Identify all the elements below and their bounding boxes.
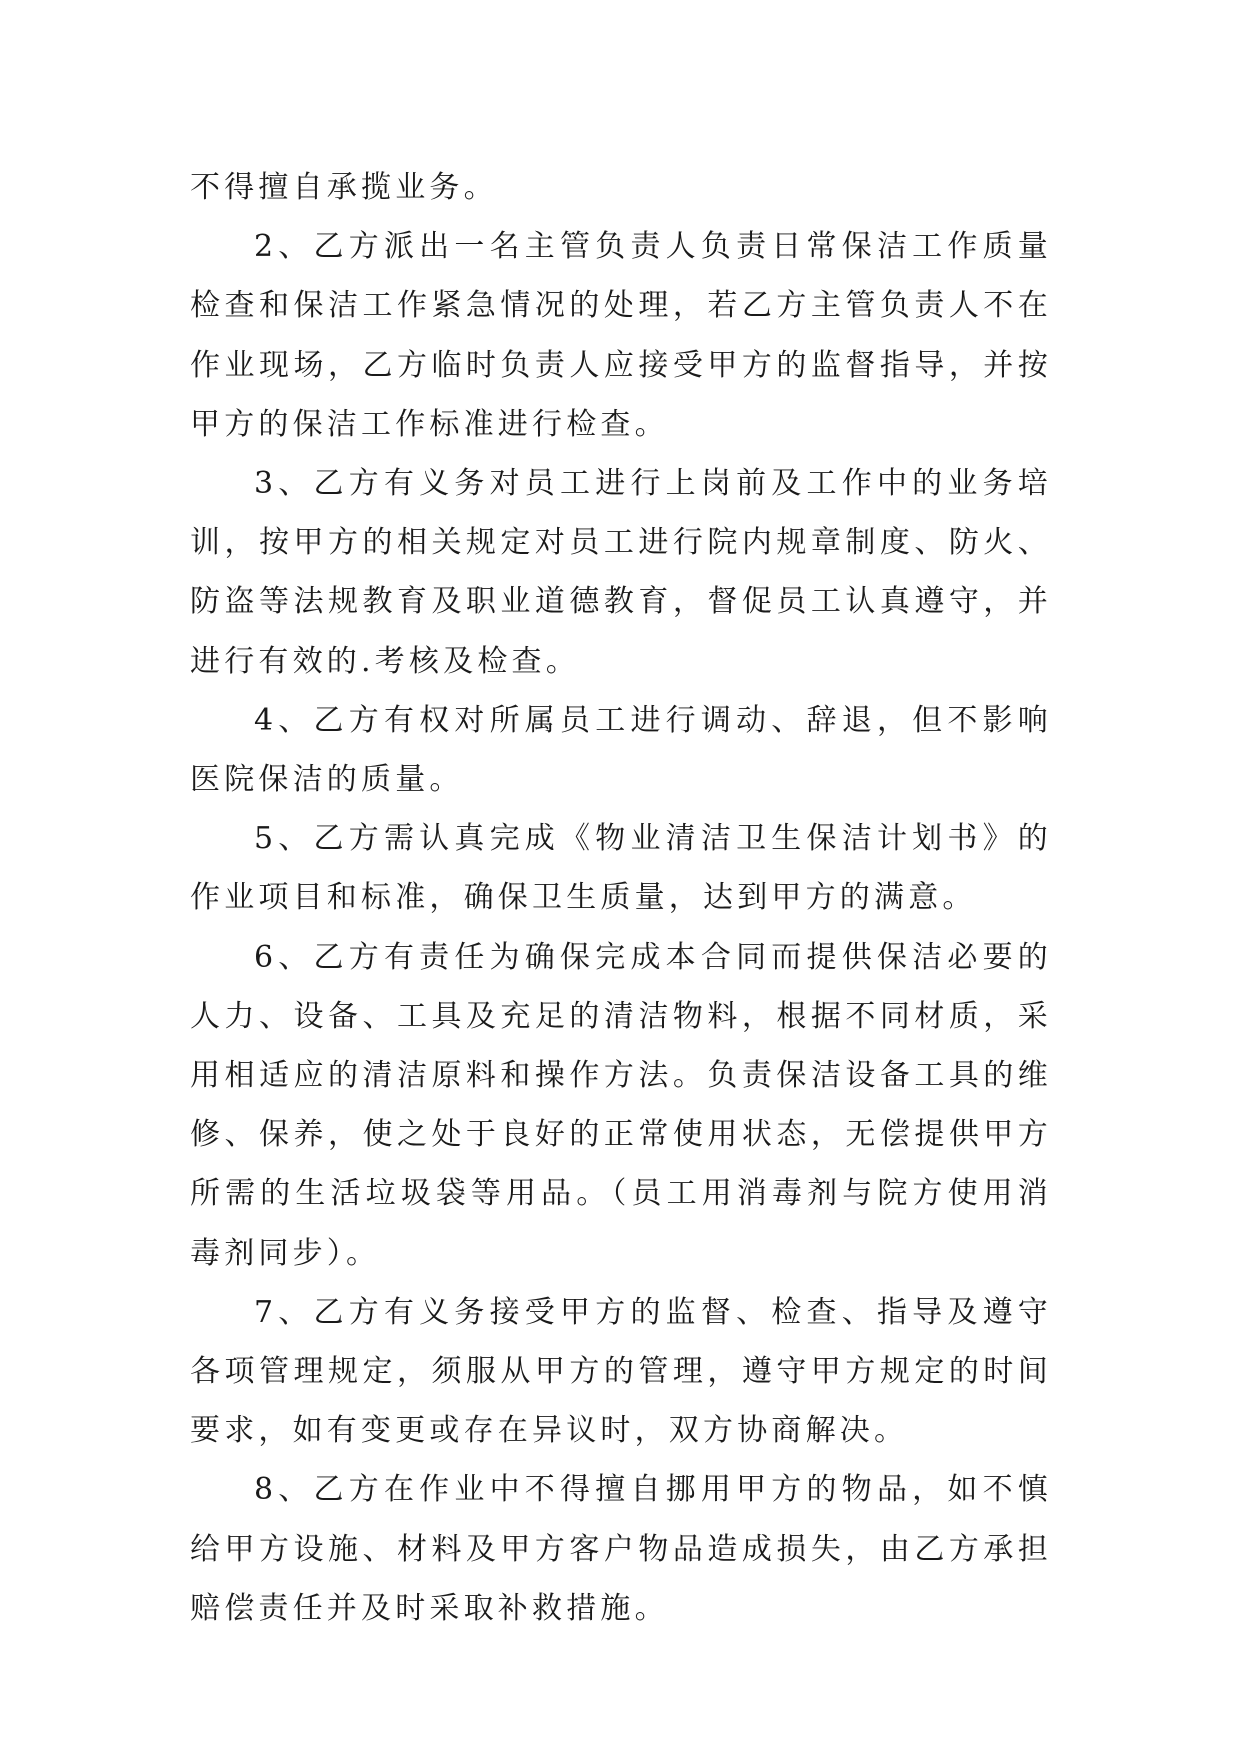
paragraph-clause-8: 8、乙方在作业中不得擅自挪用甲方的物品，如不慎给甲方设施、材料及甲方客户物品造成损失，由乙方承担赔偿责任并及时采取补救措施。 bbox=[190, 1472, 1052, 1626]
paragraph-clause-2: 2、乙方派出一名主管负责人负责日常保洁工作质量检查和保洁工作紧急情况的处理，若乙方主管负责人不在作业现场，乙方临时负责人应接受甲方的监督指导，并按甲方的保洁工作标准进行检查。 bbox=[190, 229, 1052, 442]
contract-body bbox=[190, 158, 1052, 1638]
paragraph-clause-4: 4、乙方有权对所属员工进行调动、辞退，但不影响医院保洁的质量。 bbox=[190, 702, 1052, 798]
paragraph-clause-6: 6、乙方有责任为确保完成本合同而提供保洁必要的人力、设备、工具及充足的清洁物料，根据不同材质，采用相适应的清洁原料和操作方法。负责保洁设备工具的维修、保养，使之处于良好的正常使用状态，无偿提供甲方所需的生活垃圾袋等用品。（员工用消毒剂与院方使用消毒剂同步）。 bbox=[190, 939, 1052, 1271]
paragraph-clause-3: 3、乙方有义务对员工进行上岗前及工作中的业务培训，按甲方的相关规定对员工进行院内规章制度、防火、防盗等法规教育及职业道德教育，督促员工认真遵守，并进行有效的.考核及检查。 bbox=[190, 466, 1052, 679]
paragraph-clause-5: 5、乙方需认真完成《物业清洁卫生保洁计划书》的作业项目和标准，确保卫生质量，达到甲方的满意。 bbox=[190, 821, 1052, 916]
paragraph-clause-7: 7、乙方有义务接受甲方的监督、检查、指导及遵守各项管理规定，须服从甲方的管理，遵守甲方规定的时间要求，如有变更或存在异议时，双方协商解决。 bbox=[190, 1294, 1052, 1449]
paragraph-continuation: 不得擅自承揽业务。 bbox=[190, 170, 498, 205]
